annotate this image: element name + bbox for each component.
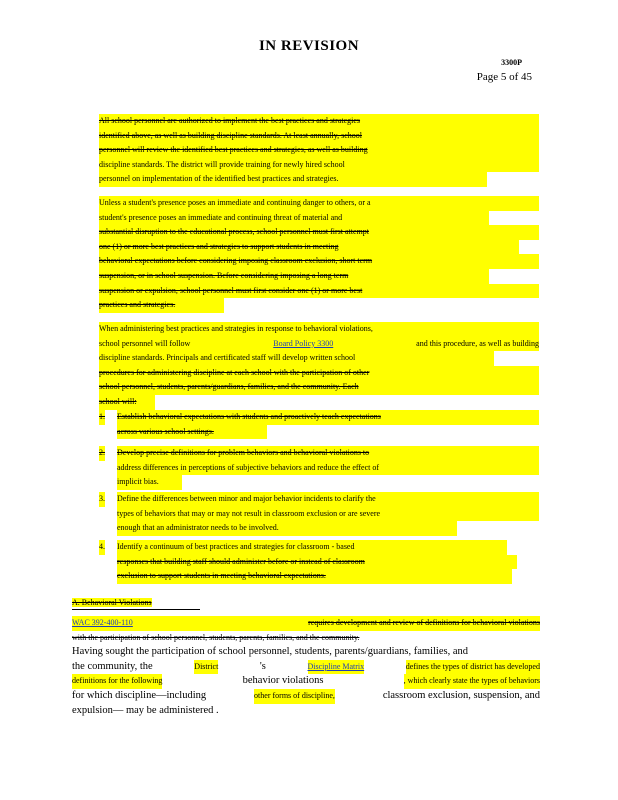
list-item bbox=[99, 446, 539, 490]
document-title: IN REVISION bbox=[258, 38, 360, 54]
text-span: District bbox=[194, 660, 218, 675]
text-span: , which clearly state the types of behaviors bbox=[404, 674, 540, 689]
text-line: All school personnel are authorized to implement the best practices and strategies bbox=[99, 114, 539, 129]
text-line: practices and strategies. bbox=[99, 298, 224, 313]
text-line: personnel will review the identified best practices and strategies, as well as building bbox=[99, 143, 539, 158]
text-line: behavioral expectations before considering imposing classroom exclusion, short term bbox=[99, 254, 539, 269]
text-span: 's bbox=[259, 660, 266, 672]
list-item bbox=[99, 540, 539, 584]
text-line: suspension, or in school suspension. Before considering imposing a long term bbox=[99, 269, 489, 284]
text-line: When administering best practices and strategies in response to behavioral violations, bbox=[99, 322, 539, 337]
text-line: enough that an administrator needs to be involved. bbox=[117, 521, 457, 536]
text-line: Define the differences between minor and major behavior incidents to clarify the bbox=[117, 492, 539, 507]
page-number: Page 5 of 45 bbox=[476, 71, 532, 83]
text-line: expulsion— may be administered . bbox=[72, 704, 219, 716]
wac-link[interactable]: WAC 392-400-110 bbox=[72, 618, 133, 627]
paragraph-behavioral-violations bbox=[72, 616, 540, 718]
text-line: Establish behavioral expectations with students and proactively teach expectations bbox=[117, 410, 539, 425]
text-line: Unless a student's presence poses an immediate and continuing danger to others, or a bbox=[99, 196, 539, 211]
list-item bbox=[99, 492, 539, 536]
text-line: across various school settings. bbox=[117, 425, 267, 440]
text-span: classroom exclusion, suspension, and bbox=[382, 689, 540, 701]
paragraph-administering bbox=[99, 322, 539, 410]
text-line: types of behaviors that may or may not result in classroom exclusion or are severe bbox=[117, 507, 539, 522]
text-line: school will: bbox=[99, 395, 155, 410]
text-span: the community, the bbox=[72, 660, 153, 672]
list-number: 3. bbox=[99, 492, 105, 507]
text-line: suspension or expulsion, school personnel must first consider one (1) or more best bbox=[99, 284, 539, 299]
text-line: Identify a continuum of best practices and strategies for classroom - based bbox=[117, 540, 507, 555]
text-line: school personnel, students, parents/guardians, families, and the community. Each bbox=[99, 380, 539, 395]
board-policy-link[interactable]: Board Policy 3300 bbox=[273, 338, 334, 348]
text-line: identified above, as well as building discipline standards. At least annually, school bbox=[99, 129, 539, 144]
discipline-matrix-link[interactable]: Discipline Matrix bbox=[308, 660, 365, 675]
text-line: responses that building staff should administer before or instead of classroom bbox=[117, 555, 517, 570]
text-line: personnel on implementation of the identified best practices and strategies. bbox=[99, 172, 487, 187]
text-span: and this procedure, as well as building bbox=[416, 338, 539, 348]
text-line bbox=[72, 660, 540, 675]
text-span: requires development and review of definitions for behavioral violations bbox=[308, 618, 540, 627]
text-span: definitions for the following bbox=[72, 674, 162, 689]
list-number: 1. bbox=[99, 410, 105, 425]
policy-code: 3300P bbox=[501, 58, 522, 67]
text-span: school personnel will follow bbox=[99, 338, 191, 348]
text-line: Develop precise definitions for problem behaviors and behavioral violations to bbox=[117, 446, 539, 461]
text-line: procedures for administering discipline at each school with the participation of other bbox=[99, 366, 539, 381]
text-line: student's presence poses an immediate and continuing threat of material and bbox=[99, 211, 489, 226]
text-line: discipline standards. The district will provide training for newly hired school bbox=[99, 158, 539, 173]
text-line: substantial disruption to the educational process, school personnel must first attempt bbox=[99, 225, 539, 240]
text-line bbox=[72, 616, 540, 631]
list-item bbox=[99, 410, 539, 439]
text-span: defines the types of district has developed bbox=[406, 660, 540, 675]
text-line: implicit bias. bbox=[117, 475, 182, 490]
text-span: behavior violations bbox=[242, 675, 324, 687]
text-line: one (1) or more best practices and strategies to support students in meeting bbox=[99, 240, 519, 255]
text-line: exclusion to support students in meeting behavioral expectations. bbox=[117, 569, 512, 584]
paragraph-best-practices bbox=[99, 196, 539, 313]
text-line: discipline standards. Principals and certificated staff will develop written school bbox=[99, 351, 494, 366]
list-number: 4. bbox=[99, 540, 105, 555]
text-line: address differences in perceptions of subjective behaviors and reduce the effect of bbox=[117, 461, 539, 476]
text-line bbox=[72, 674, 540, 689]
text-span: other forms of discipline, bbox=[254, 689, 335, 704]
text-line: with the participation of school personnel, students, parents, families, and the community. bbox=[72, 632, 360, 642]
text-line bbox=[72, 689, 540, 704]
text-span: for which discipline—including bbox=[72, 689, 207, 701]
heading-text: A. Behavioral Violations bbox=[72, 598, 152, 607]
text-line bbox=[99, 337, 539, 352]
paragraph-training bbox=[99, 114, 539, 187]
text-line: Having sought the participation of school personnel, students, parents/guardians, families, and bbox=[72, 646, 468, 658]
section-heading bbox=[72, 597, 200, 610]
list-number: 2. bbox=[99, 446, 105, 461]
